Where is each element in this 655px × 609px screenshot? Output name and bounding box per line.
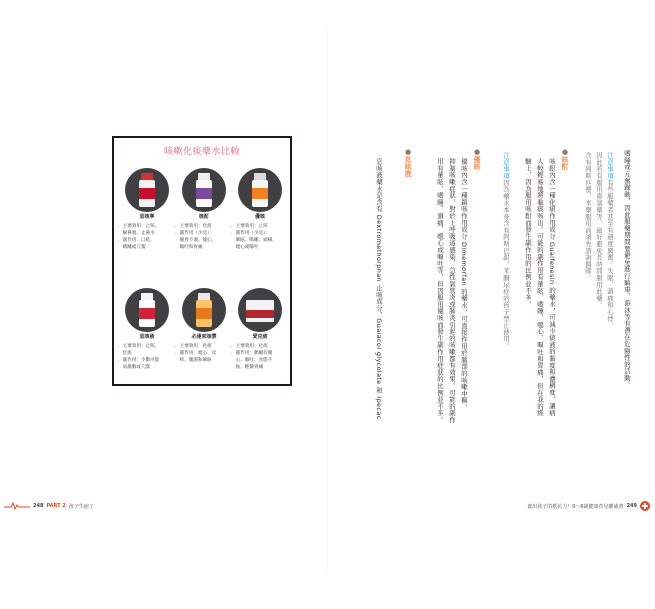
section-heading-kesuan: ●咳酊 — [561, 148, 569, 170]
body-text: 人較輕易地將黏痰咳出。可能的副作用有暈眩、嗜睡、噁心、嘔吐和胃痛，但在我的經 — [536, 158, 544, 417]
caution-label: 注意事項 — [502, 152, 510, 180]
med-card — [231, 168, 289, 251]
bottle-photo — [182, 288, 226, 332]
body-text: 優咳內含一種鎮咳作用成分 Dimemorfan 的藥水，可直接作用於腦部的咳嗽中樞， — [460, 158, 468, 411]
caution-block-1-cont: 因此若有服用鼻塞藥等，最好避免長時間服用此藥。 — [595, 152, 603, 309]
comparison-title: 咳嗽化痰藥水比較 — [163, 147, 240, 157]
caution-block-1-cont: 含有阿斯匹靈，本藥服用前須先諮詢醫師。 — [584, 152, 592, 282]
med-notes: ．主要效用：化痰 ．副作用：偶爾有腹 心、嘔吐、食慾不 振、輕微胃痛 — [231, 344, 273, 370]
med-card — [118, 288, 176, 371]
med-notes: ．主要效用：止咳 ．副作用（少見）： 暈眩、嗜睡、頭痛、 噁心或嘔吐 — [231, 224, 277, 250]
med-card — [231, 288, 289, 371]
med-notes: ．主要效用：止咳、 化痰 ．副作用：少數可能 易激動或亢奮 — [118, 344, 160, 370]
bottle-photo — [125, 168, 169, 212]
right-footer — [430, 500, 650, 512]
med-name: 優咳 — [254, 214, 265, 220]
med-notes: ．主要效用：止咳、 解鼻塞、止鼻水 ．副作用：口乾、 嗜睡或亢奮 — [118, 224, 160, 250]
section-heading-xikeye: ●息咳液 — [404, 148, 412, 177]
med-card — [175, 288, 233, 364]
book-title: 養出孩子的抵抗力！0～6歲健康育兒權威書 — [527, 503, 624, 510]
caution-label: 注意事項 — [606, 152, 614, 180]
medical-cross-icon — [640, 501, 650, 511]
page-spine — [327, 30, 328, 570]
body-text: 驗上，因為服用咳酊而發生副作用的比例並不多。 — [524, 158, 532, 308]
body-text: 用有暈眩、嗜睡、頭痛、噁心或嘔吐等，但因服用優咳而發生副作用症狀的比例並不多。 — [436, 158, 444, 424]
medicine-comparison-box — [112, 136, 292, 386]
box-photo — [238, 288, 282, 332]
bottle-photo — [238, 168, 282, 212]
med-name: 咳酊 — [198, 214, 209, 220]
heading-bullet-icon: ● — [404, 148, 412, 156]
med-name: 愛克痰 — [252, 334, 268, 340]
bottle-photo — [182, 168, 226, 212]
med-name: 息咳液 — [139, 334, 155, 340]
med-card — [175, 168, 233, 251]
caution-block-1: 注意事項有些服藥者甚至有過度興奮、失眠、頭痛和心悸、 — [606, 152, 614, 329]
heading-bullet-icon: ● — [473, 148, 481, 156]
med-name: 必達來咳漿 — [191, 334, 217, 340]
med-name: 息咳寧 — [139, 214, 155, 220]
med-card — [118, 168, 176, 251]
bottle-photo — [125, 288, 169, 332]
med-notes: ．主要效用：化痰 ．副作用（少見）： 腸胃不適、噁心、 嘔吐和胃痛 — [175, 224, 217, 250]
body-text: 抑制咳嗽症狀，對於上呼吸道感染、急性氣管炎或肺炎引起的咳嗽都有效果。可能的副作 — [448, 158, 456, 424]
caution-block-2: 注意事項因為藥水本身含有阿斯巴甜，苯酮尿症的孩子禁止使用。 — [502, 152, 510, 350]
intro-column: 嗜睡或亢奮躁動，因此服藥期間要避免進行騎車、游泳等有潛在危險性的活動。 — [623, 150, 631, 388]
chapter-title: 孩子生病了 — [68, 503, 94, 510]
body-text: 息咳液藥水是含有 Dextromethorphan 止咳成分，Guaiacol glycolate 和 Ipecac — [375, 158, 383, 420]
left-footer — [4, 500, 224, 512]
heading-bullet-icon: ● — [561, 148, 569, 156]
body-text: 咳酊內含一種化痰作用成分 Guaifenesin 的藥水，可減少痰液的黏度和濃稠度，讓病 — [548, 158, 556, 417]
med-notes: ．主要效用：化痰 ．副作用：噁心、皮 疹、腹瀉和暈眩 — [175, 344, 217, 363]
right-page-number: 249 — [626, 503, 637, 509]
section-heading-youke: ●優咳 — [473, 148, 481, 170]
left-page-number: 248 — [33, 503, 44, 509]
part-label: PART 2 — [46, 503, 66, 509]
heartbeat-icon — [4, 502, 30, 510]
